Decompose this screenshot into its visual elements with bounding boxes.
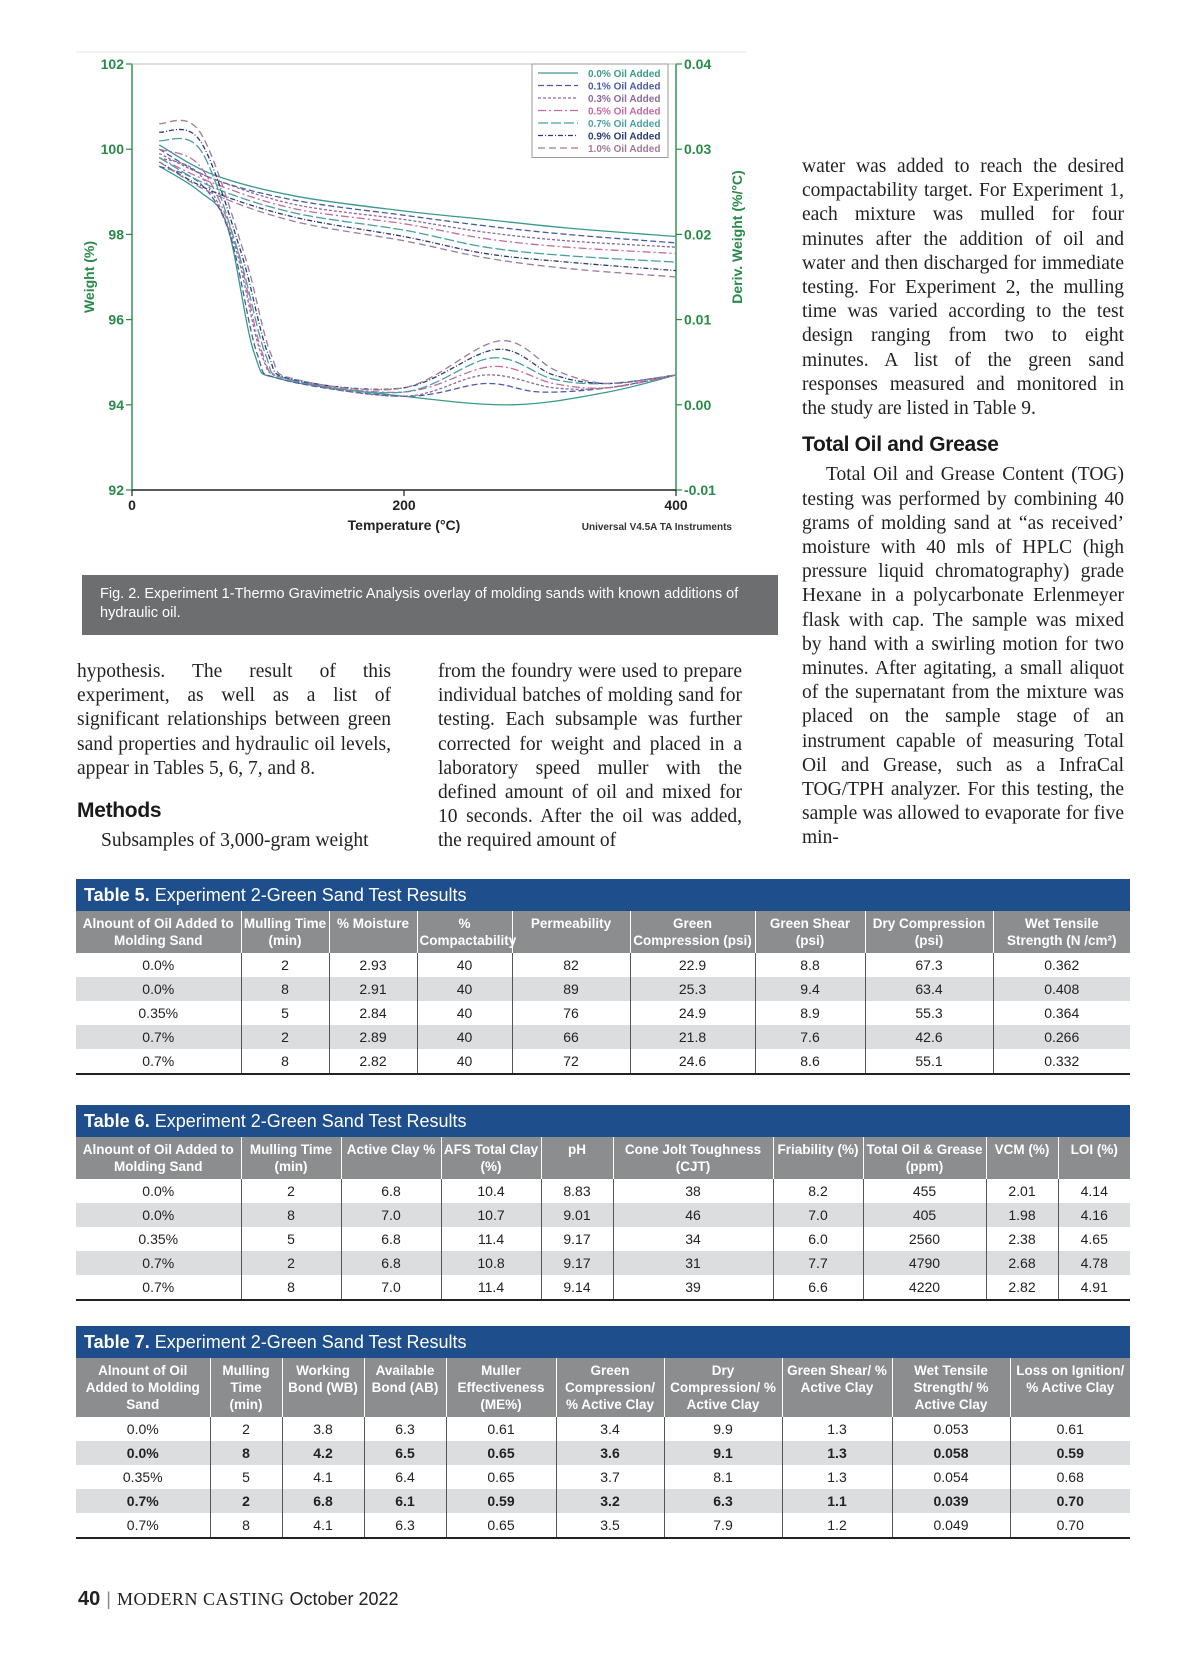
x-axis-label: Temperature (°C) <box>347 517 461 533</box>
table-cell: 2 <box>241 953 329 977</box>
table-7 <box>76 1326 1130 1539</box>
table-cell: 0.362 <box>993 953 1130 977</box>
table-cell: 6.8 <box>282 1489 364 1513</box>
table-cell: 82 <box>512 953 630 977</box>
legend-label: 0.0% Oil Added <box>588 69 661 80</box>
table-6-label: Table 6. <box>84 1111 150 1131</box>
table-7-title <box>76 1326 1130 1358</box>
table-cell: 4.16 <box>1058 1203 1130 1227</box>
table-cell: 0.7% <box>76 1049 241 1074</box>
legend-label: 1.0% Oil Added <box>588 144 661 155</box>
table-cell: 8 <box>210 1513 282 1538</box>
table-row <box>76 1489 1130 1513</box>
table-cell: 6.4 <box>364 1465 446 1489</box>
table-cell: 9.4 <box>755 977 865 1001</box>
table-cell: 2.68 <box>986 1251 1058 1275</box>
table-cell: 55.3 <box>865 1001 993 1025</box>
table-5 <box>76 879 1130 1075</box>
table-cell: 22.9 <box>630 953 755 977</box>
table-cell: 8 <box>241 1275 341 1300</box>
col3-paragraph-2: Total Oil and Grease Content (TOG) testing was performed by combining 40 grams of molding sand at “as received’ moisture with 40 mls of HPLC (high pressure liquid chromatography) grade Hexane in a polycarbonate Erlenmeyer flask with cap. The sample was mixed by hand with a swirling motion for two minutes. After agitating, a small aliquot of the supernatant from the mixture was placed on the sample stage of an instrument capable of measuring Total Oil and Grease, such as a InfraCal TOG/TPH analyzer. For this testing, the sample was allowed to evaporate for five min- <box>802 464 1124 849</box>
table-cell: 7.7 <box>773 1251 863 1275</box>
table-cell: 0.0% <box>76 1203 241 1227</box>
table-cell: 1.98 <box>986 1203 1058 1227</box>
table-cell: 0.0% <box>142 1183 175 1199</box>
table-cell: 0.039 <box>892 1489 1010 1513</box>
table-cell: 11.4 <box>441 1275 541 1300</box>
table-cell: 40 <box>417 1049 512 1074</box>
table-cell: 3.5 <box>556 1513 664 1538</box>
page-footer <box>78 1588 399 1611</box>
table-cell: 7.0 <box>341 1275 441 1300</box>
table5-header-2: % Moisture <box>329 911 417 953</box>
table-cell: 25.3 <box>630 977 755 1001</box>
table-cell: 3.6 <box>556 1441 664 1465</box>
table-cell: 0.054 <box>892 1465 1010 1489</box>
table-cell: 42.6 <box>865 1025 993 1049</box>
table-6-header-row <box>76 1137 1130 1179</box>
table-cell: 34 <box>613 1227 773 1251</box>
table-cell: 8 <box>210 1441 282 1465</box>
table-cell: 4220 <box>863 1275 986 1300</box>
table7-header-9: Loss on Ignition/ % Active Clay <box>1010 1358 1130 1417</box>
table-cell: 7.6 <box>755 1025 865 1049</box>
chart-background <box>76 50 790 570</box>
y2-tick-label: 0.04 <box>684 56 712 72</box>
col1-paragraph-2: Subsamples of 3,000-gram weight <box>101 830 369 852</box>
table-cell: 6.8 <box>341 1227 441 1251</box>
table-cell: 1.1 <box>782 1489 892 1513</box>
x-tick-label: 200 <box>392 497 416 513</box>
table-cell: 0.70 <box>1010 1513 1130 1538</box>
table5-header-5: Green Compression (psi) <box>630 911 755 953</box>
instrument-credit: Universal V4.5A TA Instruments <box>581 522 732 533</box>
table-cell: 0.0% <box>76 977 241 1001</box>
table-cell: 2560 <box>863 1227 986 1251</box>
table-cell: 8.8 <box>755 953 865 977</box>
table-cell: 0.053 <box>892 1417 1010 1441</box>
issue-date: October 2022 <box>289 1589 399 1609</box>
table-cell: 6.3 <box>364 1513 446 1538</box>
y2-tick-label: 0.00 <box>684 396 712 413</box>
table-row <box>76 1049 1130 1074</box>
table-cell: 63.4 <box>865 977 993 1001</box>
table-cell: 0.59 <box>446 1489 556 1513</box>
table5-header-8: Wet Tensile Strength (N /cm²) <box>993 911 1130 953</box>
y2-tick-label: 0.02 <box>684 226 712 243</box>
table-6-title-text: Experiment 2-Green Sand Test Results <box>154 1111 467 1131</box>
table-6-title <box>76 1105 1130 1137</box>
table-cell: 46 <box>613 1203 773 1227</box>
table6-header-5: Cone Jolt Toughness (CJT) <box>613 1137 773 1179</box>
table-cell: 0.0% <box>126 1421 159 1437</box>
table-cell: 66 <box>512 1025 630 1049</box>
table-cell: 5 <box>241 1227 341 1251</box>
table-5-label: Table 5. <box>84 885 150 905</box>
table-7-grid <box>76 1358 1130 1539</box>
table-cell: 2 <box>241 1179 341 1203</box>
table-cell: 0.7% <box>76 1025 241 1049</box>
table-row <box>76 977 1130 1001</box>
y2-tick-label: 0.03 <box>684 141 712 158</box>
table-cell: 405 <box>863 1203 986 1227</box>
y-tick-label: 94 <box>108 396 124 413</box>
table-cell: 2 <box>241 1251 341 1275</box>
table-cell: 1.3 <box>782 1441 892 1465</box>
table-cell: 0.408 <box>993 977 1130 1001</box>
table6-header-7: Total Oil & Grease (ppm) <box>863 1137 986 1179</box>
col1-paragraph-1: hypothesis. The result of this experiment, as well as a list of significant relationships between green sand properties and hydraulic oil levels, appear in Tables 5, 6, 7, and 8. <box>77 661 391 779</box>
y-axis-label: Weight (%) <box>81 240 97 314</box>
table-cell: 38 <box>613 1179 773 1203</box>
table-7-header-row <box>76 1358 1130 1417</box>
table-cell: 6.3 <box>664 1489 782 1513</box>
table-cell: 2.01 <box>986 1179 1058 1203</box>
x-tick-label: 0 <box>128 497 136 513</box>
table-5-grid <box>76 911 1130 1075</box>
table-cell: 10.4 <box>441 1179 541 1203</box>
table-cell: 24.9 <box>630 1001 755 1025</box>
table-cell: 2.82 <box>986 1275 1058 1300</box>
table7-header-6: Dry Compression/ % Active Clay <box>664 1358 782 1417</box>
table-cell: 0.049 <box>892 1513 1010 1538</box>
y2-axis-label: Deriv. Weight (%/°C) <box>729 170 745 304</box>
table-cell: 2 <box>210 1417 282 1441</box>
table-cell: 0.7% <box>76 1489 210 1513</box>
table-cell: 6.0 <box>773 1227 863 1251</box>
table-row <box>76 1275 1130 1300</box>
column-2 <box>438 660 742 854</box>
table7-header-3: Available Bond (AB) <box>364 1358 446 1417</box>
legend-label: 0.5% Oil Added <box>588 106 661 118</box>
table-cell: 8.9 <box>755 1001 865 1025</box>
table-cell: 4.14 <box>1058 1179 1130 1203</box>
legend-label: 0.9% Oil Added <box>588 131 661 143</box>
table7-header-4: Muller Effectiveness (ME%) <box>446 1358 556 1417</box>
table-cell: 4.78 <box>1058 1251 1130 1275</box>
table-cell: 11.4 <box>441 1227 541 1251</box>
tga-chart <box>76 50 790 570</box>
table-row <box>76 1001 1130 1025</box>
table-7-title-text: Experiment 2-Green Sand Test Results <box>154 1332 467 1352</box>
table-cell: 0.332 <box>993 1049 1130 1074</box>
table6-header-4: pH <box>541 1137 613 1179</box>
table5-header-0: Alnount of Oil Added to Molding Sand <box>76 911 241 953</box>
table-cell: 1.3 <box>782 1465 892 1489</box>
tga-chart-svg <box>76 50 790 570</box>
table-cell: 24.6 <box>630 1049 755 1074</box>
table-row <box>76 1417 1130 1441</box>
table-6-grid <box>76 1137 1130 1301</box>
table-cell: 40 <box>417 1025 512 1049</box>
table-cell: 6.3 <box>364 1417 446 1441</box>
table-cell: 3.4 <box>556 1417 664 1441</box>
table5-header-3: % Compactability <box>417 911 512 953</box>
legend-label: 0.7% Oil Added <box>588 119 661 130</box>
table-cell: 4.91 <box>1058 1275 1130 1300</box>
table6-header-1: Mulling Time (min) <box>241 1137 341 1179</box>
table-cell: 21.8 <box>630 1025 755 1049</box>
table-cell: 6.1 <box>364 1489 446 1513</box>
page-number: 40 <box>78 1588 101 1610</box>
table6-header-8: VCM (%) <box>986 1137 1058 1179</box>
table-cell: 4.65 <box>1058 1227 1130 1251</box>
table-cell: 1.3 <box>782 1417 892 1441</box>
table6-header-2: Active Clay % <box>341 1137 441 1179</box>
table6-header-6: Friability (%) <box>773 1137 863 1179</box>
table-cell: 2.91 <box>329 977 417 1001</box>
table-cell: 0.65 <box>446 1441 556 1465</box>
y2-tick-label: 0.01 <box>684 311 712 328</box>
tog-heading: Total Oil and Grease <box>802 433 999 457</box>
table-cell: 4.1 <box>282 1513 364 1538</box>
table6-header-3: AFS Total Clay (%) <box>441 1137 541 1179</box>
table-cell: 2.84 <box>329 1001 417 1025</box>
table-cell: 8.6 <box>755 1049 865 1074</box>
col3-paragraph-1: water was added to reach the desired compactability target. For Experiment 1, each mixture was mulled for four minutes after the addition of oil and water and then discharged for immediate testing. For Experiment 2, the mulling time was varied according to the test design ranging from two to eight minutes. A list of the green sand responses measured and monitored in the study are listed in Table 9. <box>802 156 1124 420</box>
table-cell: 0.7% <box>76 1513 210 1538</box>
table-cell: 2.38 <box>986 1227 1058 1251</box>
table-cell: 4.1 <box>282 1465 364 1489</box>
table-cell: 9.17 <box>541 1227 613 1251</box>
table-cell: 6.5 <box>364 1441 446 1465</box>
table-cell: 0.0% <box>76 1441 210 1465</box>
legend-label: 0.1% Oil Added <box>588 81 661 93</box>
table-row <box>76 1203 1130 1227</box>
table-cell: 8 <box>241 1049 329 1074</box>
table-cell: 40 <box>417 953 512 977</box>
table-cell: 7.9 <box>664 1513 782 1538</box>
x-tick-label: 400 <box>664 497 688 513</box>
table5-header-6: Green Shear (psi) <box>755 911 865 953</box>
table-cell: 0.61 <box>1010 1417 1130 1441</box>
y-tick-label: 102 <box>100 56 124 72</box>
table-row <box>76 1251 1130 1275</box>
y-tick-label: 98 <box>108 226 124 243</box>
table-cell: 0.364 <box>993 1001 1130 1025</box>
table-cell: 0.35% <box>138 1231 179 1247</box>
table-cell: 3.8 <box>282 1417 364 1441</box>
table-5-title-text: Experiment 2-Green Sand Test Results <box>154 885 467 905</box>
footer-divider: | <box>106 1589 111 1609</box>
col2-paragraph-1: from the foundry were used to prepare individual batches of molding sand for testing. Each subsample was further corrected for weight and placed in a laboratory speed muller with the defined amount of oil and mixed for 10 seconds. After the oil was added, the required amount of <box>438 661 742 852</box>
table-cell: 0.058 <box>892 1441 1010 1465</box>
table-row <box>76 1025 1130 1049</box>
table-cell: 8.2 <box>773 1179 863 1203</box>
table7-header-7: Green Shear/ % Active Clay <box>782 1358 892 1417</box>
table7-header-8: Wet Tensile Strength/ % Active Clay <box>892 1358 1010 1417</box>
table-cell: 455 <box>863 1179 986 1203</box>
table-cell: 0.7% <box>76 1275 241 1300</box>
table-cell: 89 <box>512 977 630 1001</box>
table7-header-1: Mulling Time (min) <box>210 1358 282 1417</box>
y-tick-label: 100 <box>100 141 124 158</box>
table-cell: 0.35% <box>138 1005 179 1021</box>
table-cell: 8 <box>241 977 329 1001</box>
table-cell: 9.01 <box>541 1203 613 1227</box>
table-cell: 2.93 <box>329 953 417 977</box>
table-cell: 76 <box>512 1001 630 1025</box>
table-cell: 8 <box>241 1203 341 1227</box>
table-cell: 3.7 <box>556 1465 664 1489</box>
table-6 <box>76 1105 1130 1301</box>
table-cell: 2.82 <box>329 1049 417 1074</box>
y-tick-label: 96 <box>108 311 124 328</box>
magazine-name: MODERN CASTING <box>116 1589 285 1609</box>
table-cell: 2 <box>210 1489 282 1513</box>
table-cell: 8.1 <box>664 1465 782 1489</box>
table-cell: 0.65 <box>446 1513 556 1538</box>
table-cell: 40 <box>417 977 512 1001</box>
methods-heading: Methods <box>77 799 162 823</box>
table-cell: 5 <box>241 1001 329 1025</box>
table-cell: 39 <box>613 1275 773 1300</box>
table7-header-5: Green Compression/ % Active Clay <box>556 1358 664 1417</box>
table-cell: 9.17 <box>541 1251 613 1275</box>
table-row <box>76 1465 1130 1489</box>
column-1 <box>77 660 391 853</box>
table-cell: 6.6 <box>773 1275 863 1300</box>
y2-tick-label: -0.01 <box>684 482 716 498</box>
table-cell: 2.89 <box>329 1025 417 1049</box>
figure-caption <box>82 575 778 635</box>
table-cell: 10.8 <box>441 1251 541 1275</box>
table-row <box>76 1227 1130 1251</box>
table-cell: 6.8 <box>341 1179 441 1203</box>
table-cell: 0.35% <box>122 1469 163 1485</box>
table-cell: 0.59 <box>1010 1441 1130 1465</box>
table-5-title <box>76 879 1130 911</box>
table6-header-0: Alnount of Oil Added to Molding Sand <box>76 1137 241 1179</box>
table6-header-9: LOI (%) <box>1058 1137 1130 1179</box>
table-cell: 7.0 <box>341 1203 441 1227</box>
table-cell: 6.8 <box>341 1251 441 1275</box>
column-3 <box>802 155 1124 851</box>
table-cell: 67.3 <box>865 953 993 977</box>
table-7-label: Table 7. <box>84 1332 150 1352</box>
table-row <box>76 1441 1130 1465</box>
table-cell: 5 <box>210 1465 282 1489</box>
table-cell: 0.61 <box>446 1417 556 1441</box>
table-cell: 7.0 <box>773 1203 863 1227</box>
table-5-header-row <box>76 911 1130 953</box>
legend-label: 0.3% Oil Added <box>588 94 661 105</box>
table5-header-4: Permeability <box>512 911 630 953</box>
table-row <box>76 1179 1130 1203</box>
table-cell: 10.7 <box>441 1203 541 1227</box>
table-cell: 4.2 <box>282 1441 364 1465</box>
table5-header-7: Dry Compression (psi) <box>865 911 993 953</box>
table-cell: 0.7% <box>76 1251 241 1275</box>
table-cell: 9.1 <box>664 1441 782 1465</box>
table-cell: 55.1 <box>865 1049 993 1074</box>
table-cell: 2 <box>241 1025 329 1049</box>
table-cell: 31 <box>613 1251 773 1275</box>
table-row <box>76 953 1130 977</box>
table-cell: 72 <box>512 1049 630 1074</box>
table-cell: 0.0% <box>142 957 175 973</box>
table-cell: 0.68 <box>1010 1465 1130 1489</box>
table5-header-1: Mulling Time (min) <box>241 911 329 953</box>
table-cell: 3.2 <box>556 1489 664 1513</box>
table7-header-2: Working Bond (WB) <box>282 1358 364 1417</box>
table-cell: 9.14 <box>541 1275 613 1300</box>
table-cell: 4790 <box>863 1251 986 1275</box>
table-cell: 9.9 <box>664 1417 782 1441</box>
table-cell: 1.2 <box>782 1513 892 1538</box>
table-cell: 0.70 <box>1010 1489 1130 1513</box>
figure-caption-text: Fig. 2. Experiment 1-Thermo Gravimetric Analysis overlay of molding sands with known additions of hydraulic oil. <box>100 586 739 621</box>
table-row <box>76 1513 1130 1538</box>
table-cell: 8.83 <box>541 1179 613 1203</box>
table7-header-0: Alnount of Oil Added to Molding Sand <box>76 1358 210 1417</box>
y-tick-label: 92 <box>108 482 124 498</box>
table-cell: 40 <box>417 1001 512 1025</box>
table-cell: 0.266 <box>993 1025 1130 1049</box>
table-cell: 0.65 <box>446 1465 556 1489</box>
